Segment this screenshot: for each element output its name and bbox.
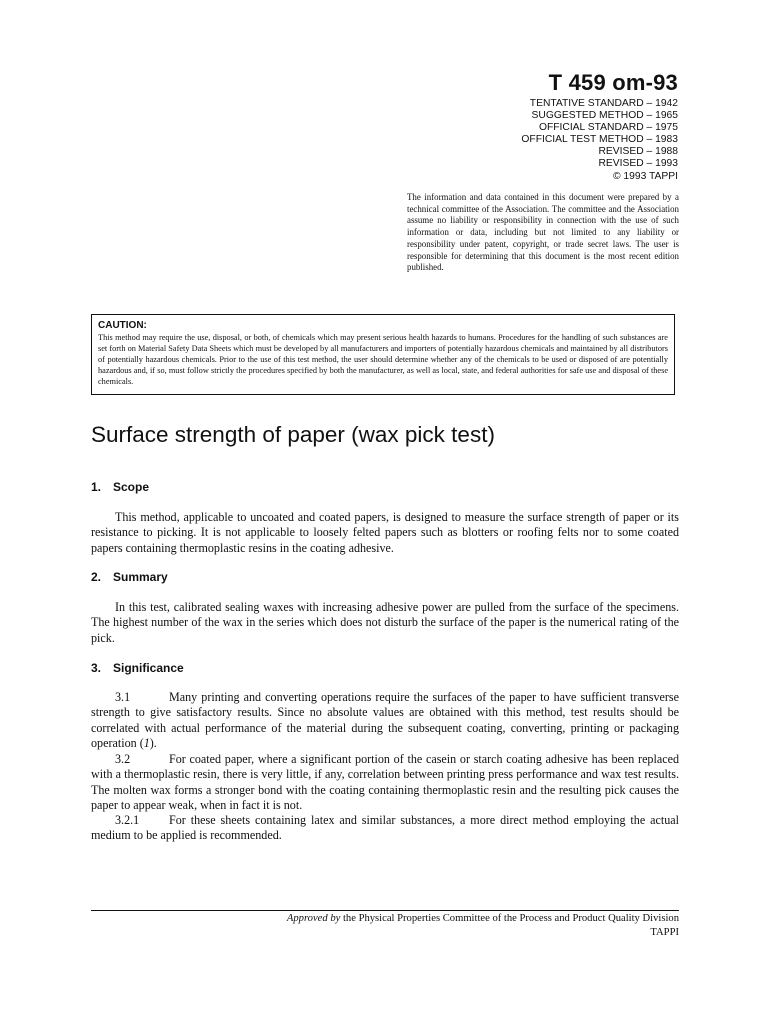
section-title: Scope [113, 480, 150, 494]
revision-history [521, 98, 678, 183]
section-heading-summary [91, 570, 168, 584]
section-title: Significance [113, 661, 184, 675]
footer-organization: TAPPI [650, 927, 679, 938]
document-number: T 459 om-93 [548, 70, 678, 95]
section-number: 1. [91, 480, 102, 494]
history-line: REVISED – 1993 [598, 158, 678, 170]
history-line: OFFICIAL STANDARD – 1975 [538, 122, 678, 134]
footer-divider [91, 910, 679, 911]
history-line: REVISED – 1988 [598, 146, 678, 158]
document-title: Surface strength of paper (wax pick test) [91, 422, 495, 447]
history-line: OFFICIAL TEST METHOD – 1983 [521, 134, 678, 146]
section-heading-scope [91, 480, 149, 494]
disclaimer-text: The information and data contained in this document were prepared by a technical committee of the Association. The committee and the Association assume no liability or responsibility in connection with the use of such information or data, including but not limited to any liability or responsibility under patent, copyright, or trade secret laws. The user is responsible for determining that this document is the most recent edition published. [407, 192, 679, 273]
paragraph-number: 3.2.1 [115, 813, 140, 827]
section-title: Summary [113, 570, 168, 584]
significance-paragraph-3-1 [91, 690, 679, 752]
caution-label: CAUTION: [98, 320, 147, 331]
paragraph-text: In this test, calibrated sealing waxes with increasing adhesive power are pulled from the surface of the specimens. The highest number of the wax in the series which does not disturb the surface of the paper is the numerical rating of the pick. [91, 600, 679, 645]
paragraph-text: For these sheets containing latex and similar substances, a more direct method employing the actual medium to be applied is recommended. [91, 813, 679, 843]
section-number: 2. [91, 570, 102, 584]
summary-paragraph [91, 600, 679, 646]
scope-paragraph [91, 510, 679, 556]
reference-number: 1 [143, 736, 150, 751]
paragraph-number: 3.2 [115, 752, 131, 766]
paragraph-number: 3.1 [115, 690, 131, 704]
history-line: © 1993 TAPPI [612, 170, 678, 182]
footer-approval [287, 913, 679, 924]
approved-by-text: the Physical Properties Committee of the Process and Product Quality Division [340, 913, 679, 924]
paragraph-text: This method, applicable to uncoated and coated papers, is designed to measure the surface strength of paper or its resistance to picking. It is not applicable to loosely felted papers such as blotters or roofing felts nor to some coated papers containing thermoplastic resins in the coating adhesive. [91, 510, 679, 555]
history-line: SUGGESTED METHOD – 1965 [531, 110, 678, 122]
paragraph-text-end: ). [149, 736, 157, 751]
section-number: 3. [91, 661, 102, 675]
history-line: TENTATIVE STANDARD – 1942 [529, 98, 678, 109]
approved-by-label: Approved by [286, 913, 341, 924]
significance-paragraph-3-2-1 [91, 813, 679, 844]
caution-box [91, 314, 675, 395]
paragraph-text: Many printing and converting operations require the surfaces of the paper to have sufficient transverse strength to give satisfactory results. Since no absolute values are obtained with this method, test results should be correlated with actual performance of the material during the subsequent coating, converting, printing or packaging operation ( [91, 690, 679, 751]
section-heading-significance [91, 661, 184, 675]
caution-text: This method may require the use, disposal, or both, of chemicals which may present serious health hazards to humans. Procedures for the handling of such substances are set forth on Material Safety Data Sheets which must be developed by all manufacturers and importers of potentially hazardous chemicals and maintained by all distributors of potentially hazardous chemicals. Prior to the use of this test method, the user should determine whether any of the chemicals to be used or disposed of are potentially hazardous and, if so, must follow strictly the procedures specified by both the manufacturer, as well as local, state, and federal authorities for safe use and disposal of these chemicals. [98, 333, 668, 387]
significance-paragraph-3-2 [91, 752, 679, 814]
paragraph-text: For coated paper, where a significant portion of the casein or starch coating adhesive has been replaced with a thermoplastic resin, there is very little, if any, correlation between printing press performance and wax test results. The molten wax forms a stronger bond with the coating containing thermoplastic resin and the resulting pick causes the paper to appear weak, when in fact it is not. [91, 752, 679, 813]
